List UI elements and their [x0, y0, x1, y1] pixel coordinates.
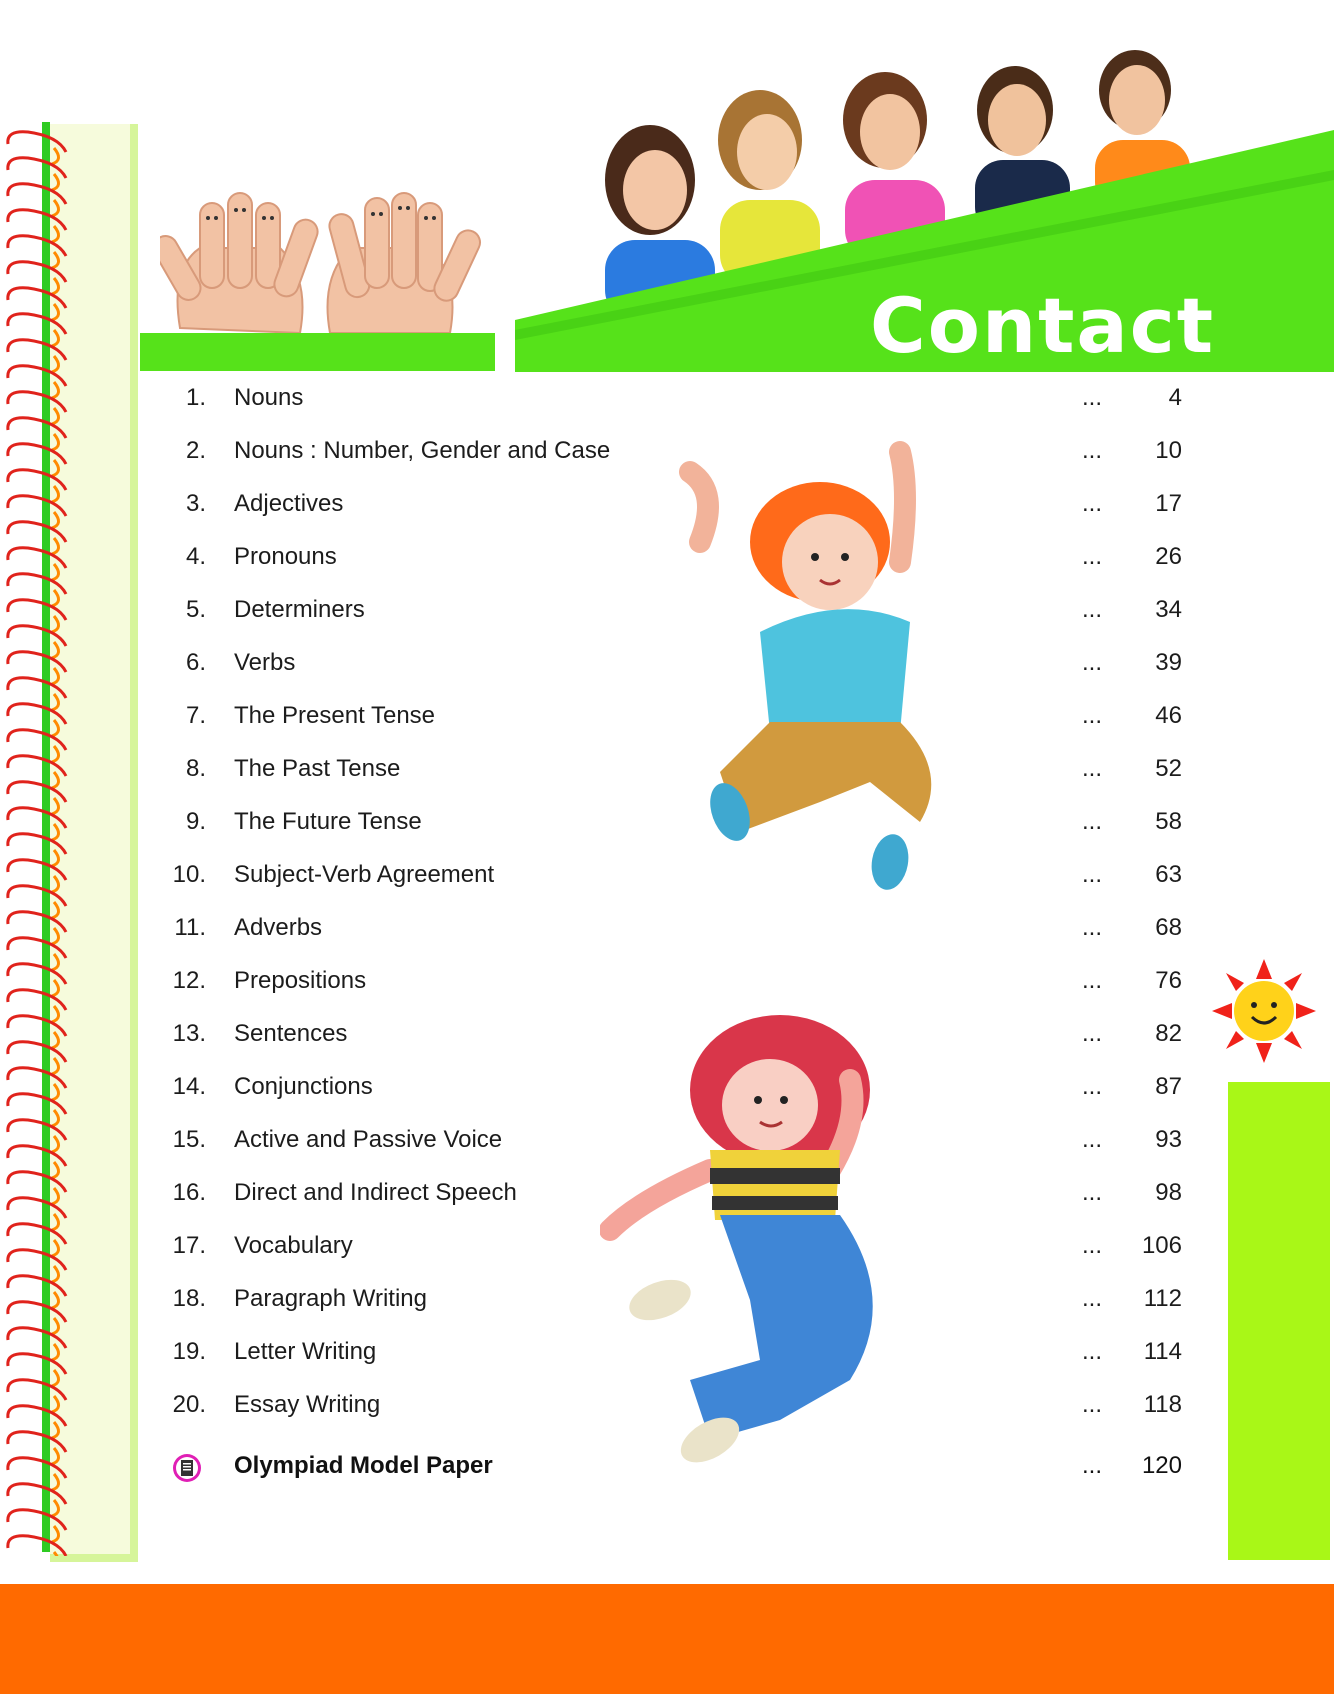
toc-dots: ...	[1082, 649, 1103, 676]
toc-page-number: 98	[1155, 1179, 1182, 1206]
spiral-hook	[52, 226, 59, 242]
smiling-sun-icon	[1208, 955, 1320, 1067]
toc-dots: ...	[1082, 1391, 1103, 1418]
toc-number: 19.	[172, 1338, 206, 1365]
toc-number: 6.	[185, 649, 206, 676]
toc-dots: ...	[1082, 1020, 1103, 1047]
model-paper-page: 120	[1141, 1452, 1182, 1479]
toc-dots: ...	[1082, 808, 1103, 835]
toc-title: Conjunctions	[234, 1073, 373, 1100]
toc-title: Pronouns	[234, 543, 337, 570]
spiral-hook	[52, 252, 59, 268]
toc-dots: ...	[1082, 1179, 1103, 1206]
toc-page-number: 112	[1143, 1285, 1182, 1312]
toc-title: Adjectives	[234, 490, 344, 517]
toc-title: The Present Tense	[234, 702, 436, 729]
toc-page-number: 63	[1155, 861, 1182, 888]
toc-number: 7.	[185, 702, 206, 729]
toc-dots: ...	[1082, 1338, 1103, 1365]
toc-title: Prepositions	[234, 967, 367, 994]
finger-faces-image	[160, 188, 510, 333]
toc-number: 1.	[185, 384, 206, 411]
toc-dots: ...	[1082, 543, 1103, 570]
toc-page-number: 118	[1143, 1391, 1182, 1418]
toc-title: Essay Writing	[234, 1391, 381, 1418]
toc-page-number: 68	[1155, 914, 1182, 941]
toc-dots: ...	[1082, 490, 1103, 517]
toc-number: 16.	[172, 1179, 206, 1206]
toc-page-number: 76	[1155, 967, 1182, 994]
toc-page-number: 26	[1155, 543, 1182, 570]
toc-number: 3.	[185, 490, 206, 517]
toc-dots: ...	[1082, 384, 1103, 411]
toc-page-number: 4	[1168, 384, 1182, 411]
toc-dots: ...	[1082, 702, 1103, 729]
toc-page-number: 82	[1155, 1020, 1182, 1047]
spiral-hook	[52, 304, 59, 320]
toc-number: 13.	[172, 1020, 206, 1047]
jumping-boy-illustration	[660, 432, 1000, 892]
toc-title: Paragraph Writing	[234, 1285, 427, 1312]
toc-title: Determiners	[234, 596, 365, 623]
spiral-hook	[52, 356, 59, 372]
spiral-hook	[52, 1500, 59, 1516]
spiral-hook	[52, 1552, 59, 1556]
toc-dots: ...	[1082, 437, 1103, 464]
model-paper-title: Olympiad Model Paper	[234, 1452, 493, 1479]
toc-number: 17.	[172, 1232, 206, 1259]
toc-title: Subject-Verb Agreement	[234, 861, 495, 888]
toc-number: 8.	[185, 755, 206, 782]
toc-page-number: 58	[1155, 808, 1182, 835]
footer-bar	[0, 1584, 1334, 1694]
toc-title: Nouns : Number, Gender and Case	[234, 437, 611, 464]
spiral-hook	[52, 174, 59, 190]
toc-row[interactable]	[0, 902, 1334, 955]
spiral-hook	[52, 148, 59, 164]
toc-page-number: 93	[1155, 1126, 1182, 1153]
toc-page-number: 17	[1155, 490, 1182, 517]
toc-page-number: 46	[1155, 702, 1182, 729]
toc-number: 20.	[172, 1391, 206, 1418]
toc-number: 10.	[172, 861, 206, 888]
toc-number: 12.	[172, 967, 206, 994]
toc-dots: ...	[1082, 914, 1103, 941]
toc-title: Adverbs	[234, 914, 323, 941]
toc-dots: ...	[1082, 1073, 1103, 1100]
spiral-hook	[52, 200, 59, 216]
right-green-panel	[1228, 1082, 1330, 1560]
model-paper-dots: ...	[1082, 1452, 1103, 1479]
toc-number: 15.	[172, 1126, 206, 1153]
toc-dots: ...	[1082, 1126, 1103, 1153]
toc-page-number: 34	[1155, 596, 1182, 623]
toc-title: Direct and Indirect Speech	[234, 1179, 517, 1206]
toc-dots: ...	[1082, 755, 1103, 782]
toc-title: Verbs	[234, 649, 296, 676]
toc-dots: ...	[1082, 1232, 1103, 1259]
toc-number: 11.	[174, 914, 206, 941]
toc-number: 14.	[172, 1073, 206, 1100]
toc-page-number: 10	[1155, 437, 1182, 464]
toc-row[interactable]	[0, 372, 1334, 425]
toc-page-number: 106	[1141, 1232, 1182, 1259]
jumping-girl-illustration	[600, 1000, 940, 1480]
toc-number: 2.	[185, 437, 206, 464]
toc-dots: ...	[1082, 1285, 1103, 1312]
toc-dots: ...	[1082, 861, 1103, 888]
toc-number: 9.	[185, 808, 206, 835]
toc-page-number: 52	[1155, 755, 1182, 782]
toc-number: 5.	[185, 596, 206, 623]
spiral-hook	[52, 1526, 59, 1542]
toc-title: Letter Writing	[234, 1338, 377, 1365]
page-title: Contact	[870, 281, 1216, 370]
toc-title: Vocabulary	[234, 1232, 353, 1259]
toc-page-number: 114	[1143, 1338, 1182, 1365]
green-bar	[140, 333, 495, 371]
spiral-loop	[8, 132, 66, 152]
toc-title: Active and Passive Voice	[234, 1126, 503, 1153]
toc-page-number: 39	[1155, 649, 1182, 676]
toc-title: The Past Tense	[234, 755, 401, 782]
paper-icon	[172, 1453, 202, 1483]
spiral-hook	[52, 330, 59, 346]
toc-page-number: 87	[1155, 1073, 1182, 1100]
toc-title: Sentences	[234, 1020, 348, 1047]
spiral-hook	[52, 278, 59, 294]
toc-title: Nouns	[234, 384, 304, 411]
toc-dots: ...	[1082, 967, 1103, 994]
toc-number: 18.	[172, 1285, 206, 1312]
toc-number: 4.	[185, 543, 206, 570]
toc-title: The Future Tense	[234, 808, 422, 835]
toc-dots: ...	[1082, 596, 1103, 623]
